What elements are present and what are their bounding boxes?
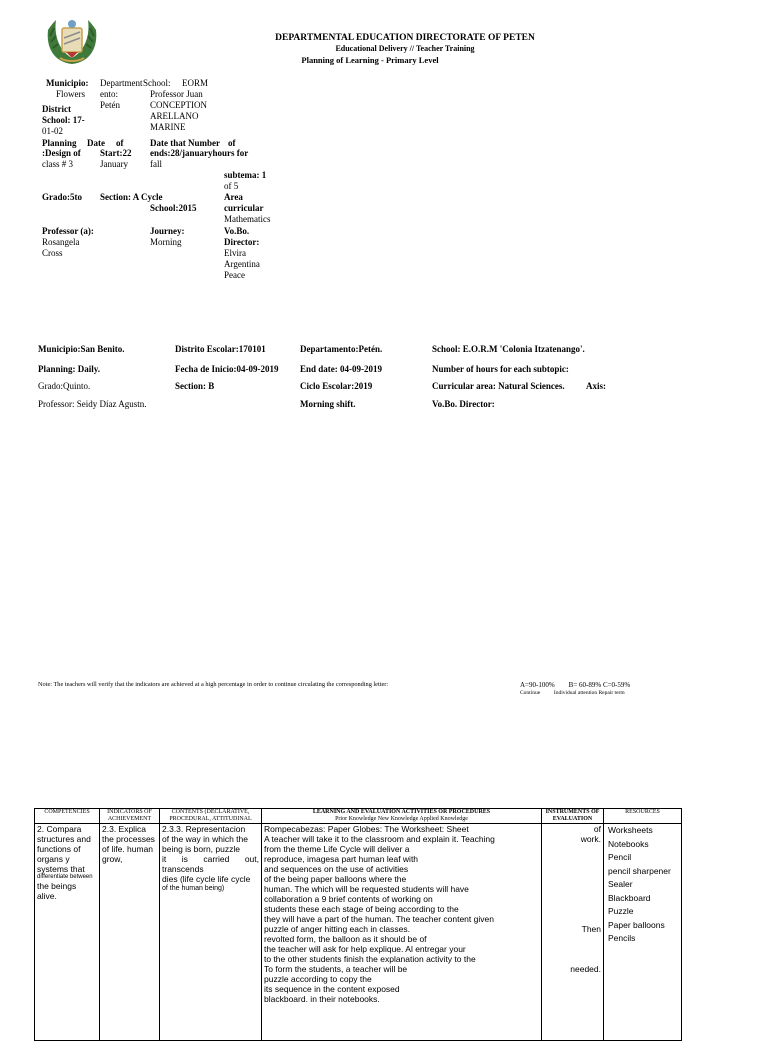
header-indicators: INDICATORS OF ACHIEVEMENT bbox=[100, 809, 160, 824]
of5-label: of 5 bbox=[224, 181, 239, 191]
vobo-director: Vo.Bo. Director: bbox=[432, 399, 495, 409]
activity-line: collaboration a 9 brief contents of working on bbox=[264, 894, 433, 904]
professor-a-name-2: Cross bbox=[42, 248, 63, 258]
municipio-value: Flowers bbox=[56, 89, 85, 99]
activity-line: blackboard. in their notebooks. bbox=[264, 994, 380, 1004]
professor-a-name-1: Rosangela bbox=[42, 237, 80, 247]
class-label: class # 3 bbox=[42, 159, 73, 169]
header-resources: RESOURCES bbox=[604, 809, 682, 824]
table-row bbox=[35, 824, 682, 1041]
activity-line: and sequences on the use of activities bbox=[264, 864, 409, 874]
instrument-line: Then bbox=[581, 924, 601, 934]
resource-item: pencil sharpener bbox=[608, 865, 671, 876]
professor-name-3: MARINE bbox=[150, 122, 186, 132]
instrument-line bbox=[544, 904, 601, 914]
activity-line: human. The which will be requested students will have bbox=[264, 884, 469, 894]
header-competencies: COMPETENCIES bbox=[35, 809, 100, 824]
date-label: Date bbox=[87, 138, 105, 148]
cell-contents bbox=[160, 824, 262, 1041]
content-line: it is carried out, transcends bbox=[162, 854, 259, 874]
instrument-line bbox=[544, 914, 601, 924]
school-2: School: E.O.R.M 'Colonia Itzatenango'. bbox=[432, 344, 585, 354]
grado-label: Grado:5to bbox=[42, 192, 82, 202]
director-label: Director: bbox=[224, 237, 260, 247]
municipio-label: Municipio: bbox=[46, 78, 89, 88]
competency-line: systems that bbox=[37, 864, 85, 874]
competency-line: structures and bbox=[37, 834, 91, 844]
activity-line: its sequence in the content exposed bbox=[264, 984, 400, 994]
header-instruments: INSTRUMENTS OF EVALUATION bbox=[542, 809, 604, 824]
instrument-line bbox=[544, 894, 601, 904]
date-that-label: Date that Number bbox=[150, 138, 220, 148]
director-name-3: Peace bbox=[224, 270, 245, 280]
activity-line: from the theme Life Cycle will deliver a bbox=[264, 844, 410, 854]
resource-item: Paper balloons bbox=[608, 919, 665, 930]
coat-of-arms-logo bbox=[42, 14, 102, 70]
cell-resources bbox=[604, 824, 682, 1041]
content-line: dies (life cycle life cycle bbox=[162, 874, 251, 884]
end-date: End date: 04-09-2019 bbox=[300, 364, 383, 374]
instrument-line bbox=[544, 934, 601, 944]
hours-per-subtopic: Number of hours for each subtopic: bbox=[432, 364, 569, 374]
district-code: 01-02 bbox=[42, 126, 63, 136]
instrument-line bbox=[544, 854, 601, 864]
mathematics-value: Mathematics bbox=[224, 214, 271, 224]
cell-indicators bbox=[100, 824, 160, 1041]
instrument-line bbox=[544, 954, 601, 964]
activity-line: to the other students finish the explanation activity to the bbox=[264, 954, 476, 964]
departamento: Departamento:Petén. bbox=[300, 344, 383, 354]
page-title: DEPARTMENTAL EDUCATION DIRECTORATE OF PETEN bbox=[275, 33, 535, 43]
resource-item: Pencils bbox=[608, 933, 636, 943]
area-label: Area bbox=[224, 192, 243, 202]
journey-label: Journey: bbox=[150, 226, 185, 236]
instrument-line bbox=[544, 844, 601, 854]
instrument-line: needed. bbox=[570, 964, 601, 974]
curricular-area: Curricular area: Natural Sciences. bbox=[432, 381, 565, 391]
instrument-line: work. bbox=[580, 834, 601, 844]
grade-scale: A=90-100% B= 60-89% C=0-59% bbox=[520, 681, 631, 689]
indicator-line: 2.3. Explica bbox=[102, 824, 146, 834]
competency-line: organs y bbox=[37, 854, 70, 864]
activity-line: of the being paper balloons where the bbox=[264, 874, 407, 884]
competency-line: the beings bbox=[37, 881, 77, 891]
start-label: Start:22 bbox=[100, 148, 132, 158]
activity-line: puzzle of anger hitting each in classes. bbox=[264, 924, 411, 934]
instrument-line bbox=[544, 874, 601, 884]
district-label: District bbox=[42, 104, 71, 114]
grado-2: Grado:Quinto. bbox=[38, 381, 91, 391]
content-line: 2.3.3. Representacion bbox=[162, 824, 246, 834]
note-text: Note: The teachers will verify that the indicators are achieved at a high percentage in order to continue circulating the corresponding letter: bbox=[38, 681, 389, 688]
subtema-label: subtema: 1 bbox=[224, 170, 267, 180]
director-name-1: Elvira bbox=[224, 248, 246, 258]
school-2015-label: School:2015 bbox=[150, 203, 197, 213]
competency-line: alive. bbox=[37, 891, 57, 901]
resource-item: Notebooks bbox=[608, 838, 649, 849]
of-label-2: of bbox=[228, 138, 236, 148]
planning-label: Planning bbox=[42, 138, 77, 148]
indicator-line: of life. human bbox=[102, 844, 154, 854]
morning-shift: Morning shift. bbox=[300, 399, 356, 409]
cell-instruments bbox=[542, 824, 604, 1041]
section-label: Section: A Cycle bbox=[100, 192, 163, 202]
ciclo: Ciclo Escolar:2019 bbox=[300, 381, 373, 391]
activity-line: students these each stage of being according to the bbox=[264, 904, 459, 914]
header-learning-activities: LEARNING AND EVALUATION ACTIVITIES OR PROCEDURES Prior Knowledge New Knowledge Applied Knowledge bbox=[262, 809, 542, 824]
table-header-row bbox=[35, 809, 682, 824]
professor-name-1: CONCEPTION bbox=[150, 100, 208, 110]
resource-item: Puzzle bbox=[608, 906, 634, 916]
department-label: Department bbox=[100, 78, 143, 88]
fecha-inicio: Fecha de Inicio:04-09-2019 bbox=[175, 364, 279, 374]
competency-line: differentiate between bbox=[37, 874, 93, 880]
instrument-line bbox=[544, 864, 601, 874]
activity-line: revolted form, the balloon as it should be of bbox=[264, 934, 427, 944]
activity-line: they will have a part of the human. The teacher content given bbox=[264, 914, 494, 924]
activity-line: To form the students, a teacher will be bbox=[264, 964, 408, 974]
cell-competencies bbox=[35, 824, 100, 1041]
journey-value: Morning bbox=[150, 237, 182, 247]
municipio-2: Municipio:San Benito. bbox=[38, 344, 125, 354]
curricular-label: curricular bbox=[224, 203, 264, 213]
header-contents: CONTENTS (DECLARATIVE, PROCEDURAL, ATTITUDINAL bbox=[160, 809, 262, 824]
page-subtitle-2: Planning of Learning - Primary Level bbox=[301, 55, 439, 65]
competency-line: functions of bbox=[37, 844, 81, 854]
content-line: of the way in which the bbox=[162, 834, 248, 844]
distrito: Distrito Escolar:170101 bbox=[175, 344, 266, 354]
professor-name-2: ARELLANO bbox=[150, 111, 199, 121]
fall-label: fall bbox=[150, 159, 162, 169]
activity-line: A teacher will take it to the classroom and explain it. Teaching bbox=[264, 834, 495, 844]
instrument-line bbox=[544, 884, 601, 894]
indicator-line: the processes bbox=[102, 834, 155, 844]
activity-line: the teacher will ask for help explique. Al entregar your bbox=[264, 944, 466, 954]
activity-line: Rompecabezas: Paper Globes: The Worksheet: Sheet bbox=[264, 824, 469, 834]
district-school: School: 17- bbox=[42, 115, 85, 125]
of-label: of bbox=[116, 138, 124, 148]
department-value: Petén bbox=[100, 100, 120, 110]
school-label: School: bbox=[143, 78, 171, 88]
design-label: :Design of bbox=[42, 148, 81, 158]
activity-line: reproduce, imagesa part human leaf with bbox=[264, 854, 419, 864]
planning-2: Planning: Daily. bbox=[38, 364, 101, 374]
department-label-2: ento: bbox=[100, 89, 118, 99]
instrument-line bbox=[544, 944, 601, 954]
axis-label: Axis: bbox=[586, 381, 606, 391]
director-name-2: Argentina bbox=[224, 259, 260, 269]
resource-item: Worksheets bbox=[608, 825, 653, 835]
indicator-line: grow, bbox=[102, 854, 123, 864]
ends-label: ends:28/januaryhours for bbox=[150, 148, 249, 158]
planning-table bbox=[34, 808, 682, 1041]
competency-line: 2. Compara bbox=[37, 824, 82, 834]
school-value: EORM bbox=[182, 78, 209, 88]
professor-a-label: Professor (a): bbox=[42, 226, 94, 236]
page-subtitle: Educational Delivery // Teacher Training bbox=[335, 44, 475, 53]
resource-item: Sealer bbox=[608, 879, 633, 889]
professor-line: Professor Juan bbox=[150, 89, 203, 99]
activity-line: puzzle according to copy the bbox=[264, 974, 372, 984]
january-label: January bbox=[100, 159, 128, 169]
instrument-line: of bbox=[593, 824, 601, 834]
vobo-label: Vo.Bo. bbox=[224, 226, 250, 236]
section-2: Section: B bbox=[175, 381, 215, 391]
content-line: being is born, puzzle bbox=[162, 844, 240, 854]
grade-scale-labels: Continue Individual attention Repair term bbox=[520, 690, 625, 696]
content-line: of the human being) bbox=[162, 885, 225, 892]
professor-2: Professor: Seidy Díaz Agustn. bbox=[38, 399, 147, 409]
cell-activities bbox=[262, 824, 542, 1041]
resource-item: Pencil bbox=[608, 852, 632, 862]
resource-item: Blackboard bbox=[608, 892, 651, 903]
